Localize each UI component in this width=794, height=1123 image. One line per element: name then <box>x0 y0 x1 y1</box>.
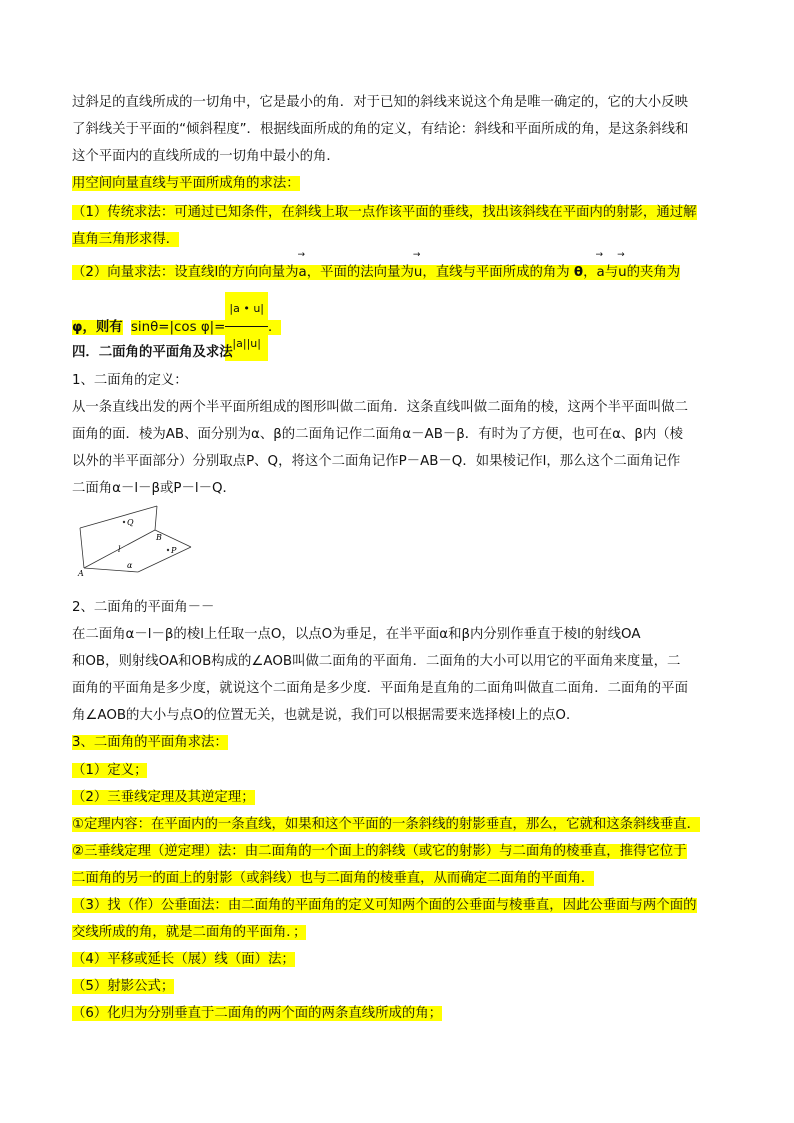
paragraph-line: 和OB，则射线OA和OB构成的∠AOB叫做二面角的平面角．二面角的大小可以用它的平面角来度量，二 <box>72 654 681 669</box>
paragraph-line: 在二面角α－l－β的棱l上任取一点O，以点O为垂足，在半平面α和β内分别作垂直于棱l的射线OA <box>72 627 641 642</box>
label-b: B <box>156 533 162 542</box>
paragraph-line: 了斜线关于平面的“倾斜程度”．根据线面所成的角的定义，有结论：斜线和平面所成的角，是这条斜线和 <box>72 122 689 137</box>
label-alpha: α <box>127 561 133 570</box>
method-item: ①定理内容：在平面内的一条直线，如果和这个平面的一条斜线的射影垂直，那么，它就和这条斜线垂直． <box>72 817 700 832</box>
method-item: （1）定义； <box>72 763 148 778</box>
label-l: l <box>118 545 121 554</box>
method-1-line: （1）传统求法：可通过已知条件，在斜线上取一点作该平面的垂线，找出该斜线在平面内的射影，通过解 <box>72 205 697 220</box>
section-1-title: 1、二面角的定义： <box>72 373 188 388</box>
dihedral-angle-figure <box>72 500 196 584</box>
paragraph-line: 角∠AOB的大小与点O的位置无关，也就是说，我们可以根据需要来选择棱l上的点O． <box>72 708 580 723</box>
method-item: （3）找（作）公垂面法：由二面角的平面角的定义可知两个面的公垂面与棱垂直，因此公垂面与两个面的 <box>72 898 697 913</box>
method-item: （2）三垂线定理及其逆定理； <box>72 790 255 805</box>
method-title: 用空间向量直线与平面所成角的求法： <box>72 176 300 191</box>
section-2-title: 2、二面角的平面角－－ <box>72 600 215 615</box>
formula-fraction: $\frac{|a • u|}{|a||u|}$ <box>225 292 268 361</box>
method-item: 交线所成的角，就是二面角的平面角．； <box>72 925 307 940</box>
paragraph-line: 从一条直线出发的两个半平面所组成的图形叫做二面角．这条直线叫做二面角的棱，这两个半平面叫做二 <box>72 400 688 415</box>
paragraph-line: 面角的面．棱为AB、面分别为α、β的二面角记作二面角α－AB－β．有时为了方便，也可在α、β内（棱 <box>72 427 684 442</box>
paragraph-line: 以外的半平面部分）分别取点P、Q，将这个二面角记作P－AB－Q．如果棱记作l，那么这个二面角记作 <box>72 454 681 469</box>
method-1-line: 直角三角形求得． <box>72 232 180 247</box>
paragraph-line: 过斜足的直线所成的一切角中，它是最小的角．对于已知的斜线来说这个角是唯一确定的，它的大小反映 <box>72 95 688 110</box>
section-3-title: 3、二面角的平面角求法： <box>72 735 228 750</box>
method-2-line-1: （2）向量求法：设直线l的方向向量为→ a，平面的法向量为→ u，直线与平面所成的角为 θ，→ a与→ u的夹角为 <box>72 262 680 284</box>
paragraph-line: 面角的平面角是多少度，就说这个二面角是多少度．平面角是直角的二面角叫做直二面角．二面角的平面 <box>72 681 688 696</box>
method-item: （6）化归为分别垂直于二面角的两个面的两条直线所成的角； <box>72 1006 443 1021</box>
paragraph-line: 二面角α－l－β或P－l－Q． <box>72 481 236 496</box>
section-4-title: 四．二面角的平面角及求法 <box>72 345 233 360</box>
method-item: （5）射影公式； <box>72 979 175 994</box>
method-item: 二面角的另一的面上的射影（或斜线）也与二面角的棱垂直，从而确定二面角的平面角． <box>72 871 595 886</box>
paragraph-line: 这个平面内的直线所成的一切角中最小的角． <box>72 149 340 164</box>
method-2-line-2: φ，则有 sinθ=|cos φ|= $\frac{|a • u|}{|a||u|}$ ． <box>72 292 281 326</box>
label-p: P <box>171 546 177 555</box>
label-a: A <box>78 569 84 578</box>
vector-a: → a <box>299 262 307 284</box>
method-item: （4）平移或延长（展）线（面）法； <box>72 952 295 967</box>
label-q: Q <box>127 518 134 527</box>
method-item: ②三垂线定理（逆定理）法：由二面角的一个面上的斜线（或它的射影）与二面角的棱垂直，推得它位于 <box>72 844 687 859</box>
vector-u: → u <box>414 262 423 284</box>
